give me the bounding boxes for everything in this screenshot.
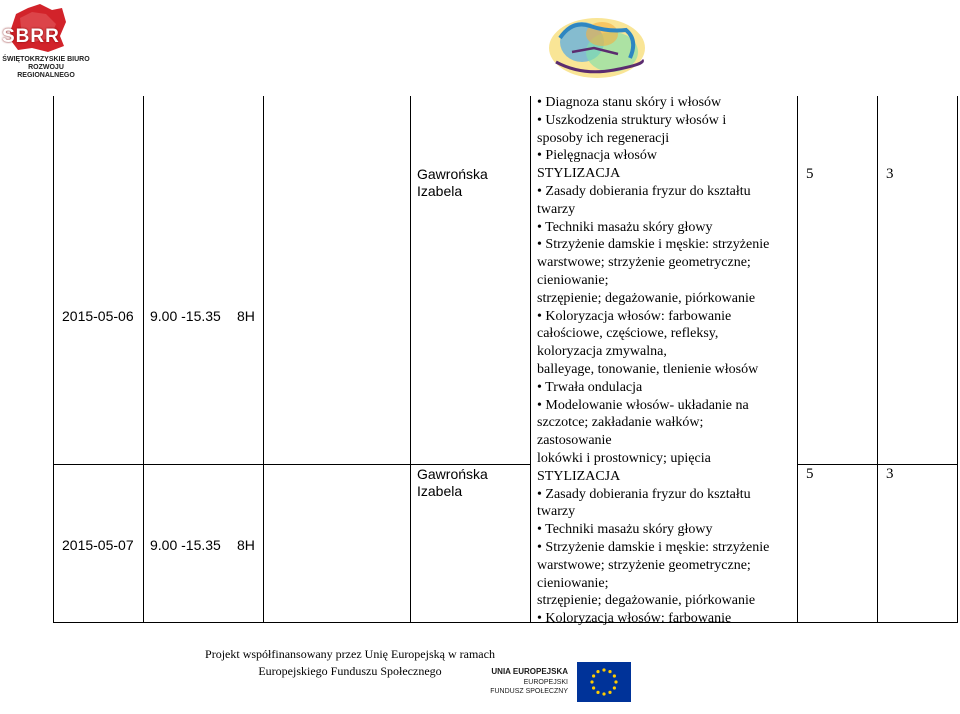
topic-line: • Diagnoza stanu skóry i włosów xyxy=(537,95,722,110)
eu-star-icon xyxy=(602,692,605,695)
topic-line: lokówki i prostownicy; upięcia xyxy=(537,450,711,466)
eu-star-icon xyxy=(592,674,595,677)
trainer-firstname: Izabela xyxy=(417,183,463,199)
value-cell-b: 3 xyxy=(886,166,894,182)
grid-line xyxy=(797,96,798,623)
topic-line: warstwowe; strzyżenie geometryczne; xyxy=(537,255,751,271)
hours-cell: 9.00 -15.35 xyxy=(150,537,221,553)
topic-line: • Modelowanie włosów- układanie na xyxy=(537,397,749,413)
topic-line: twarzy xyxy=(537,504,576,520)
grid-line xyxy=(410,96,411,623)
duration-cell: 8H xyxy=(237,537,255,553)
date-cell: 2015-05-07 xyxy=(62,537,134,553)
topic-line: • Pielęgnacja włosów xyxy=(537,148,657,164)
duration-cell: 8H xyxy=(237,308,255,324)
topic-line: • Zasady dobierania fryzur do kształtu xyxy=(537,486,751,502)
eu-star-icon xyxy=(602,668,605,671)
row-divider xyxy=(797,464,958,465)
topic-list xyxy=(537,94,797,628)
eu-logo-line3: FUNDUSZ SPOŁECZNY xyxy=(490,688,568,695)
trainer-surname: Gawrońska xyxy=(417,166,488,182)
topic-line: • Uszkodzenia struktury włosów i xyxy=(537,112,727,128)
hours-cell: 9.00 -15.35 xyxy=(150,308,221,324)
topic-line: strzępienie; degażowanie, piórkowanie xyxy=(537,290,756,306)
topic-line: strzępienie; degażowanie, piórkowanie xyxy=(537,593,756,609)
topic-line: warstwowe; strzyżenie geometryczne; xyxy=(537,557,751,573)
date-cell: 2015-05-06 xyxy=(62,308,134,324)
table-bottom-border xyxy=(53,622,958,623)
topic-line: • Trwała ondulacja xyxy=(537,379,643,395)
grid-line xyxy=(877,96,878,623)
grid-line xyxy=(143,96,144,623)
topic-line: zastosowanie xyxy=(537,433,612,449)
topic-line: sposoby ich regeneracji xyxy=(537,130,670,146)
topic-line: • Strzyżenie damskie i męskie: strzyżenie xyxy=(537,539,770,555)
eu-flag-icon xyxy=(577,662,631,702)
sbrr-subtitle: ŚWIĘTOKRZYSKIE BIURO ROZWOJU REGIONALNEGO xyxy=(2,56,90,79)
topic-line: cieniowanie; xyxy=(537,575,609,591)
topic-line: cieniowanie; xyxy=(537,272,609,288)
value-cell-b: 3 xyxy=(886,466,894,482)
eu-logo-line1: UNIA EUROPEJSKA xyxy=(491,667,568,676)
topic-line: • Techniki masażu skóry głowy xyxy=(537,522,713,538)
grid-line xyxy=(957,96,958,623)
eu-logo-line2: EUROPEJSKI xyxy=(523,679,568,686)
trainer-surname: Gawrońska xyxy=(417,466,488,482)
trainer-firstname: Izabela xyxy=(417,483,463,499)
eu-star-icon xyxy=(613,686,616,689)
eu-star-icon xyxy=(590,680,593,683)
topic-line: • Koloryzacja włosów: farbowanie xyxy=(537,308,732,324)
grid-line xyxy=(530,96,531,623)
sbrr-logo xyxy=(0,0,90,82)
topic-line: balleyage, tonowanie, tlenienie włosów xyxy=(537,361,759,377)
topic-line: • Koloryzacja włosów: farbowanie xyxy=(537,611,732,627)
eu-logo xyxy=(490,662,632,704)
eu-star-icon xyxy=(614,680,617,683)
topic-line: • Strzyżenie damskie i męskie: strzyżenie xyxy=(537,237,770,253)
eu-star-icon xyxy=(613,674,616,677)
value-cell-a: 5 xyxy=(806,166,814,182)
footer-project-text: Projekt współfinansowany przez Unię Europejską w ramach Europejskiego Funduszu Społecznego xyxy=(205,647,495,678)
topic-line: twarzy xyxy=(537,201,576,217)
grid-line xyxy=(53,96,54,623)
topic-line: • Zasady dobierania fryzur do kształtu xyxy=(537,183,751,199)
topic-line: STYLIZACJA xyxy=(537,166,621,182)
topic-line: koloryzacja zmywalna, xyxy=(537,344,667,360)
topic-line: szczotce; zakładanie wałków; xyxy=(537,415,704,431)
grid-line xyxy=(263,96,264,623)
sbrr-mark-text: SBRR xyxy=(2,26,60,47)
eu-star-icon xyxy=(596,691,599,694)
topic-line: STYLIZACJA xyxy=(537,468,621,484)
row-divider xyxy=(53,464,531,465)
topic-line: • Techniki masażu skóry głowy xyxy=(537,219,713,235)
topic-line: całościowe, częściowe, refleksy, xyxy=(537,326,719,342)
eu-star-icon xyxy=(592,686,595,689)
eu-star-icon xyxy=(608,691,611,694)
value-cell-a: 5 xyxy=(806,466,814,482)
eu-star-icon xyxy=(608,670,611,673)
eu-star-icon xyxy=(596,670,599,673)
ops-logo-icon xyxy=(542,10,652,82)
